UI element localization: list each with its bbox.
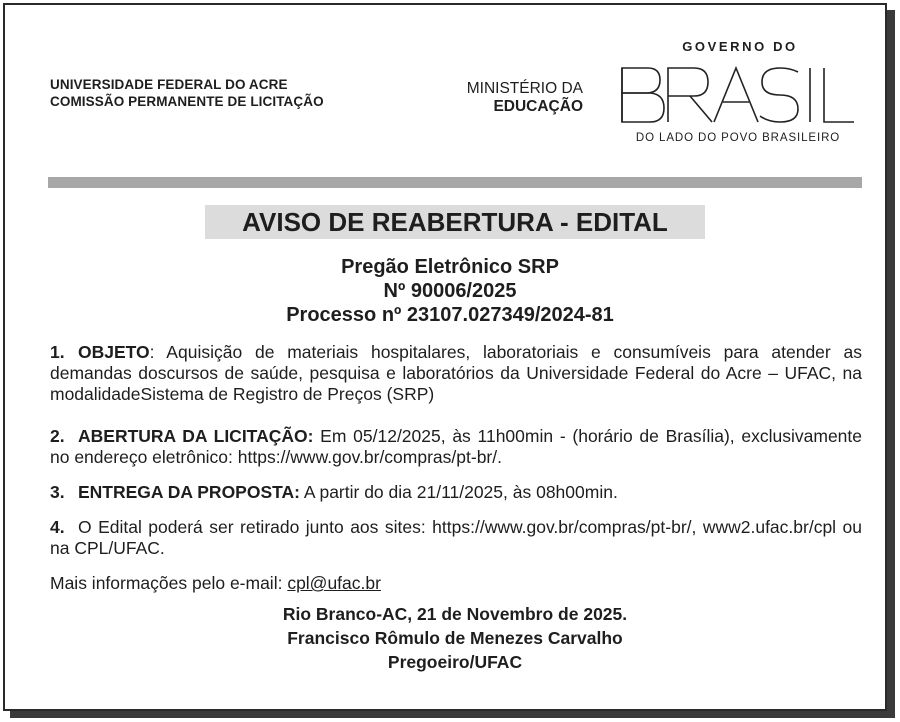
ministry-logo bbox=[451, 80, 583, 116]
item-text: A partir do dia 21/11/2025, às 08h00min. bbox=[300, 482, 618, 502]
item-object bbox=[50, 342, 862, 405]
frame-shadow-bottom bbox=[10, 711, 895, 718]
government-logo-top: GOVERNO DO bbox=[682, 39, 798, 54]
header-divider-bar bbox=[48, 177, 862, 188]
item-text: : Aquisição de materiais hospitalares, laboratoriais e consumíveis para atender as demandas doscursos de saúde, pesquisa e laboratórios da Universidade Federal do Acre – UFAC, na modalidadeSistema de Registro de Preços (SRP) bbox=[50, 342, 862, 404]
notice-title: AVISO DE REABERTURA - EDITAL bbox=[205, 205, 705, 239]
item-label: ABERTURA DA LICITAÇÃO: bbox=[78, 426, 314, 446]
commission-name: COMISSÃO PERMANENTE DE LICITAÇÃO bbox=[50, 94, 324, 109]
item-label: ENTREGA DA PROPOSTA: bbox=[78, 482, 300, 502]
item-opening bbox=[50, 426, 862, 468]
auction-number: Nº 90006/2025 bbox=[383, 280, 517, 302]
item-text: Em 05/12/2025, às 11h00min - (horário de Brasília), exclusivamente no endereço eletrônico: https://www.gov.br/compras/pt-br/. bbox=[50, 426, 862, 467]
auction-type: Pregão Eletrônico SRP bbox=[341, 256, 559, 278]
item-proposal bbox=[50, 482, 862, 503]
email-link[interactable]: cpl@ufac.br bbox=[287, 573, 381, 593]
item-label: OBJETO bbox=[78, 342, 150, 362]
ministry-line2: EDUCAÇÃO bbox=[493, 98, 583, 115]
item-number: 4. bbox=[50, 517, 65, 537]
process-number: Processo nº 23107.027349/2024-81 bbox=[286, 304, 614, 326]
signer-role: Pregoeiro/UFAC bbox=[387, 652, 523, 672]
ministry-line1: MINISTÉRIO DA bbox=[466, 80, 583, 97]
signer-name: Francisco Rômulo de Menezes Carvalho bbox=[287, 628, 623, 648]
government-tagline: DO LADO DO POVO BRASILEIRO bbox=[635, 132, 841, 144]
item-number: 3. bbox=[50, 482, 65, 502]
brasil-logo bbox=[620, 66, 856, 124]
contact-line bbox=[50, 573, 862, 594]
item-number: 1. bbox=[50, 342, 65, 362]
place-date: Rio Branco-AC, 21 de Novembro de 2025. bbox=[282, 604, 628, 624]
item-text: O Edital poderá ser retirado junto aos sites: https://www.gov.br/compras/pt-br/, www2.ufac.br/cpl ou na CPL/UFAC. bbox=[50, 517, 862, 558]
institution-name: UNIVERSIDADE FEDERAL DO ACRE bbox=[50, 77, 288, 92]
item-edital bbox=[50, 517, 862, 559]
institution-block bbox=[50, 76, 324, 110]
item-number: 2. bbox=[50, 426, 65, 446]
contact-prefix: Mais informações pelo e-mail: bbox=[50, 573, 288, 593]
